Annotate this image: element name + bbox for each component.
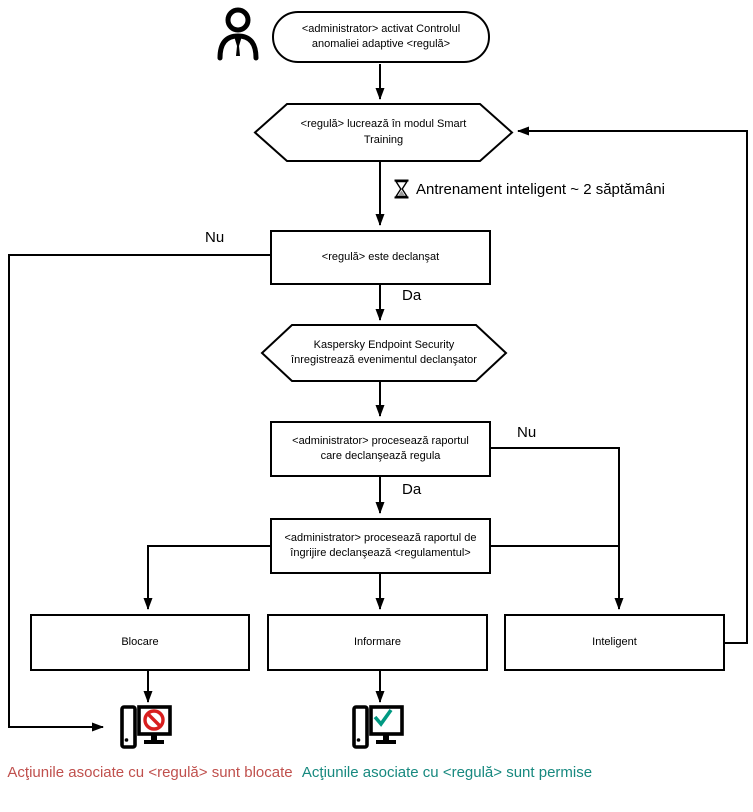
administrator-person-icon <box>216 6 260 62</box>
edge-label-da-top: Da <box>402 287 422 304</box>
admin-care-report-node <box>270 518 491 574</box>
training-mode-node <box>255 104 512 161</box>
action-inform-label: Informare <box>353 635 402 648</box>
admin-report-label: <administrator> procesează raportul care declanşează regula <box>292 434 469 462</box>
edge-nu-right-to-smart <box>491 448 619 609</box>
edge-smart-feedback <box>518 131 747 643</box>
training-mode-label: <regulă> lucrează în modul Smart Training <box>300 118 467 146</box>
outcome-blocked-text: Acţiunile asociate cu <regulă> sunt blocate <box>7 764 293 781</box>
start-node-label: <administrator> activat Controlul anomaliei adaptive <regulă> <box>301 22 461 50</box>
training-duration-label: Antrenament inteligent ~ 2 săptămâni <box>416 180 665 198</box>
edge-care-to-block <box>148 546 270 609</box>
edge-label-nu-right: Nu <box>517 424 537 441</box>
admin-care-report-label: <administrator> procesează raportul de îngrijire declanşează <regulamentul> <box>284 531 477 559</box>
start-node <box>272 11 490 63</box>
rule-triggered-node <box>270 230 491 285</box>
action-inform-node <box>267 614 488 671</box>
computer-allowed-icon <box>351 704 405 750</box>
kes-registers-label: Kaspersky Endpoint Security înregistrează evenimentul declanşator <box>291 338 477 366</box>
action-block-label: Blocare <box>121 635 159 648</box>
kes-registers-node <box>262 325 506 381</box>
action-smart-node <box>504 614 725 671</box>
computer-blocked-icon <box>119 704 173 750</box>
training-duration-note <box>394 179 665 199</box>
edge-label-nu-left: Nu <box>205 229 225 246</box>
prohibition-badge <box>145 711 163 729</box>
outcome-allowed-text: Acţiunile asociate cu <regulă> sunt permise <box>301 764 593 781</box>
action-block-node <box>30 614 250 671</box>
rule-triggered-label: <regulă> este declanşat <box>321 250 440 263</box>
edge-label-da-bottom: Da <box>402 481 422 498</box>
hourglass-icon <box>394 179 409 199</box>
action-smart-label: Inteligent <box>592 635 637 648</box>
admin-report-node <box>270 421 491 477</box>
